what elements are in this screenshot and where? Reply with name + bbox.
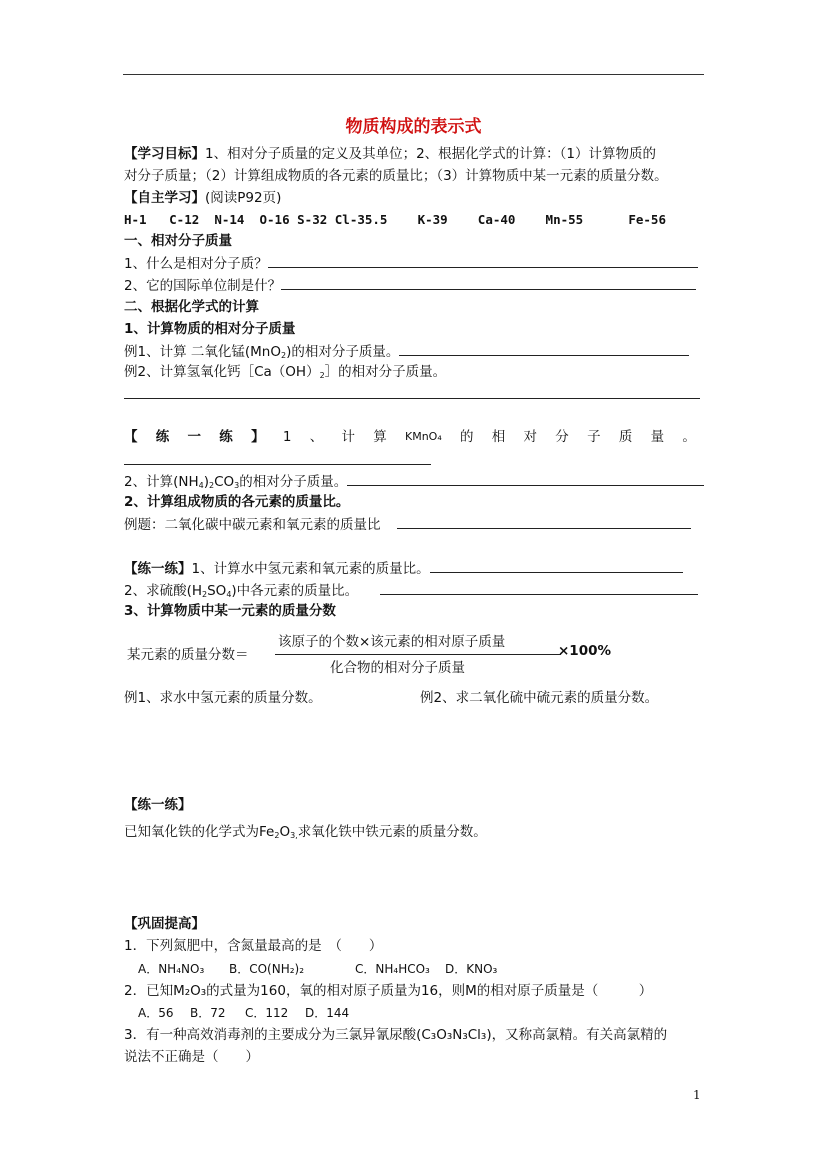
- consolidate-q3-line2: 说法不正确是（ ）: [124, 1049, 259, 1065]
- practice-char: 子: [587, 429, 601, 445]
- header-rule: [123, 74, 704, 75]
- example-ratio-line: [124, 514, 691, 535]
- self-study-line: [124, 188, 281, 208]
- answer-blank[interactable]: [397, 514, 691, 529]
- iron-s2: 3,: [290, 831, 298, 840]
- example2-line: [124, 362, 446, 386]
- page-number: 1: [693, 1088, 701, 1102]
- practice-char: 分: [555, 429, 569, 445]
- pr2-s1: 2: [202, 590, 208, 599]
- answer-blank[interactable]: [281, 275, 696, 290]
- practice-iron-label: 【练一练】: [124, 797, 192, 813]
- answer-blank[interactable]: [347, 471, 704, 486]
- option-b[interactable]: B．CO(NH₂)₂: [229, 962, 305, 976]
- practice-char: 、: [309, 429, 324, 445]
- example1-text-b: )的相对分子质量。: [286, 344, 400, 360]
- atomic-mass-item: O-16: [259, 212, 290, 227]
- example2-text-a: 例2、计算氢氧化钙［Ca（OH）: [124, 364, 320, 380]
- section2-heading: 二、根据化学式的计算: [124, 299, 259, 315]
- formula-numerator: 该原子的个数×该元素的相对原子质量: [278, 634, 506, 650]
- consolidate-q2: 2．已知M₂O₃的式量为160，氧的相对原子质量为16，则M的相对原子质量是（ ）: [124, 983, 653, 999]
- practice-iron-line: [124, 822, 487, 846]
- section2-sub1: 1、计算物质的相对分子质量: [124, 321, 296, 337]
- page-title: 物质构成的表示式: [345, 117, 482, 137]
- practice2-s2: 2: [208, 481, 215, 490]
- example2-text-b: ］的相对分子质量。: [324, 364, 447, 380]
- practice-char: 练: [219, 429, 233, 445]
- option-d[interactable]: D．KNO₃: [445, 962, 498, 976]
- atomic-mass-item: Fe-56: [628, 212, 666, 227]
- consolidate-q3-line1: 3．有一种高效消毒剂的主要成分为三氯异氰尿酸(C₃O₃N₃Cl₃)，又称高氯精。有关高氯精的: [124, 1027, 668, 1043]
- practice-char: 相: [491, 429, 506, 445]
- practice-char: 【: [124, 429, 138, 445]
- practice-char: 】: [251, 429, 265, 445]
- practice-char: 一: [187, 429, 202, 445]
- practice-char: 质: [618, 429, 633, 445]
- practice2-b: ): [203, 474, 209, 490]
- answer-blank[interactable]: [380, 580, 698, 595]
- iron-text-a: 已知氧化铁的化学式为Fe: [124, 824, 275, 840]
- example-fraction-1: 例1、求水中氢元素的质量分数。: [124, 690, 322, 706]
- example1-text-a: 例1、计算 二氧化锰(MnO: [124, 344, 281, 360]
- answer-blank[interactable]: [124, 450, 431, 465]
- q1-text: 1、什么是相对分子质？: [124, 256, 268, 272]
- section2-sub2: 2、计算组成物质的各元素的质量比。: [124, 494, 350, 510]
- self-study-note: (阅读P92页): [205, 190, 282, 206]
- consolidate-q1: 1．下列氮肥中，含氮量最高的是 （ ）: [124, 938, 383, 954]
- practice-char: 练: [155, 429, 170, 445]
- self-study-label: 【自主学习】: [124, 190, 205, 206]
- iron-s1: 2: [274, 831, 280, 840]
- pr2-a: 2、求硫酸(H: [124, 583, 203, 599]
- practice-char: 量: [650, 429, 665, 445]
- objective-text-1: 1、相对分子质量的定义及其单位；2、根据化学式的计算：（1）计算物质的: [205, 146, 657, 162]
- atomic-mass-item: Mn-55: [545, 212, 584, 227]
- practice-char: 计: [341, 429, 355, 445]
- option-a[interactable]: A．NH₄NO₃: [138, 962, 205, 976]
- practice-water-line: [124, 558, 683, 579]
- practice2-s3: 3: [234, 481, 240, 490]
- atomic-mass-item: N-14: [214, 212, 245, 227]
- option-d[interactable]: D．144: [305, 1006, 350, 1020]
- option-c[interactable]: C．112: [245, 1006, 289, 1020]
- atomic-mass-row: [124, 210, 666, 230]
- practice2-a: 2、计算(NH: [124, 474, 199, 490]
- fraction-bar: [275, 654, 561, 655]
- practice2-s1: 4: [198, 481, 204, 490]
- practice-label: 【练一练】: [124, 561, 192, 577]
- example2-blank-line: [124, 384, 700, 405]
- atomic-mass-item: Cl-35.5: [334, 212, 388, 227]
- pr2-s2: 4: [226, 590, 232, 599]
- answer-blank[interactable]: [430, 558, 683, 573]
- pr2-c: )中各元素的质量比。: [231, 583, 359, 599]
- section1-q1: [124, 253, 698, 274]
- practice-char: 算: [373, 429, 387, 445]
- answer-blank[interactable]: [268, 253, 698, 268]
- atomic-mass-item: S-32: [297, 212, 328, 227]
- consolidate-label: 【巩固提高】: [124, 916, 205, 932]
- formula-rhs: ×100%: [558, 643, 612, 659]
- iron-text-c: 求氧化铁中铁元素的质量分数。: [297, 824, 487, 840]
- pr2-b: SO: [207, 583, 227, 599]
- objective-line-2: 对分子质量；（2）计算组成物质的各元素的质量比；（3）计算物质中某一元素的质量分数。: [124, 168, 668, 184]
- practice-char: KMnO₄: [404, 430, 442, 443]
- q2-text: 2、它的国际单位制是什？: [124, 278, 282, 294]
- answer-blank[interactable]: [399, 341, 689, 356]
- example-fraction-2: 例2、求二氧化硫中硫元素的质量分数。: [420, 690, 659, 706]
- practice2-c: CO: [214, 474, 235, 490]
- section2-sub3: 3、计算物质中某一元素的质量分数: [124, 603, 336, 619]
- objective-label: 【学习目标】: [124, 146, 205, 162]
- objective-line-1: [124, 144, 656, 164]
- iron-text-b: O: [279, 824, 291, 840]
- practice-water-text: 1、计算水中氢元素和氧元素的质量比。: [191, 561, 430, 577]
- practice-kmno4-line: [124, 427, 696, 447]
- option-a[interactable]: A．56: [138, 1006, 174, 1020]
- formula-denominator: 化合物的相对分子质量: [330, 660, 465, 676]
- atomic-mass-item: C-12: [169, 212, 200, 227]
- atomic-mass-item: Ca-40: [477, 212, 516, 227]
- practice-char: 对: [523, 429, 538, 445]
- section1-heading: 一、相对分子质量: [124, 233, 232, 249]
- option-c[interactable]: C．NH₄HCO₃: [355, 962, 430, 976]
- practice-char: 的: [460, 429, 474, 445]
- practice-kmno4-blank-line: [124, 450, 431, 471]
- option-b[interactable]: B．72: [190, 1006, 226, 1020]
- practice-char: 。: [682, 429, 696, 445]
- answer-blank[interactable]: [124, 384, 700, 399]
- section1-q2: [124, 275, 696, 296]
- example2-sub: 2: [319, 371, 325, 380]
- practice-char: 1: [282, 429, 292, 445]
- example-ratio-text: 例题：二氧化碳中碳元素和氧元素的质量比: [124, 517, 381, 533]
- atomic-mass-item: K-39: [417, 212, 448, 227]
- formula-lhs: 某元素的质量分数＝: [127, 647, 249, 663]
- example1-sub: 2: [280, 351, 287, 360]
- atomic-mass-item: H-1: [124, 212, 147, 227]
- practice2-d: 的相对分子质量。: [239, 474, 348, 490]
